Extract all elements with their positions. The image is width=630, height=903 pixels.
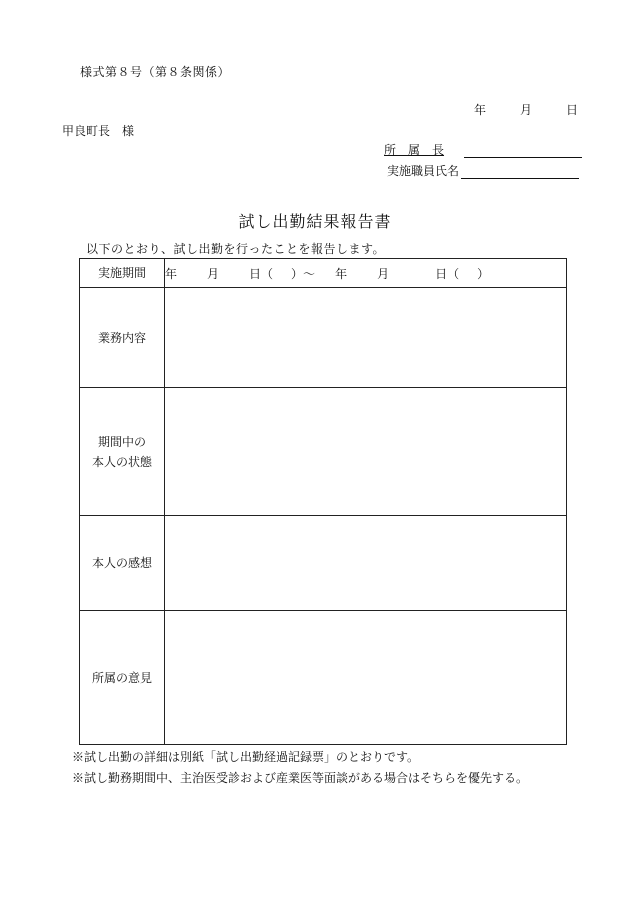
report-table (79, 258, 567, 745)
note-priority: ※試し勤務期間中、主治医受診および産業医等面談がある場合はそちらを優先する。 (72, 771, 529, 785)
affiliation-head-label: 所 属 長 (384, 143, 445, 157)
page-title: 試し出勤結果報告書 (238, 212, 392, 231)
status-field[interactable] (165, 388, 567, 516)
impressions-field[interactable] (165, 516, 567, 611)
period-year2: 年 (335, 266, 348, 281)
table-row-period (80, 259, 567, 288)
period-close1: ）〜 (291, 266, 316, 281)
table-row-opinion (80, 611, 567, 745)
status-label-line2: 本人の状態 (91, 454, 152, 469)
date-month-label: 月 (519, 103, 532, 117)
form-number: 様式第８号（第８条関係） (80, 65, 231, 79)
date-day-label: 日 (565, 103, 578, 117)
affiliation-head-field[interactable] (464, 145, 582, 158)
period-field[interactable] (165, 259, 567, 288)
opinion-field[interactable] (165, 611, 567, 745)
table-row-work (80, 288, 567, 388)
staff-name-label: 実施職員氏名 (387, 164, 460, 178)
report-date[interactable] (474, 101, 578, 118)
opinion-label: 所属の意見 (80, 611, 165, 745)
impressions-label: 本人の感想 (80, 516, 165, 611)
period-year1: 年 (165, 266, 178, 281)
addressee: 甲良町長 様 (62, 124, 135, 138)
work-content-label: 業務内容 (80, 288, 165, 388)
status-label-line1: 期間中の (97, 434, 146, 449)
staff-name-line[interactable] (387, 162, 579, 179)
period-day1: 日（ (249, 266, 274, 281)
table-row-impressions (80, 516, 567, 611)
period-close2: ） (477, 266, 490, 281)
table-row-status (80, 388, 567, 516)
work-content-field[interactable] (165, 288, 567, 388)
period-month2: 月 (377, 266, 390, 281)
note-detail: ※試し出勤の詳細は別紙「試し出勤経過記録票」のとおりです。 (72, 750, 420, 764)
affiliation-head-line[interactable] (384, 141, 582, 158)
intro-text: 以下のとおり、試し出勤を行ったことを報告します。 (86, 242, 386, 256)
period-label: 実施期間 (80, 259, 165, 288)
period-day2: 日（ (435, 266, 460, 281)
period-month1: 月 (207, 266, 220, 281)
staff-name-field[interactable] (461, 166, 579, 179)
status-label (80, 388, 165, 516)
date-year-label: 年 (473, 103, 486, 117)
